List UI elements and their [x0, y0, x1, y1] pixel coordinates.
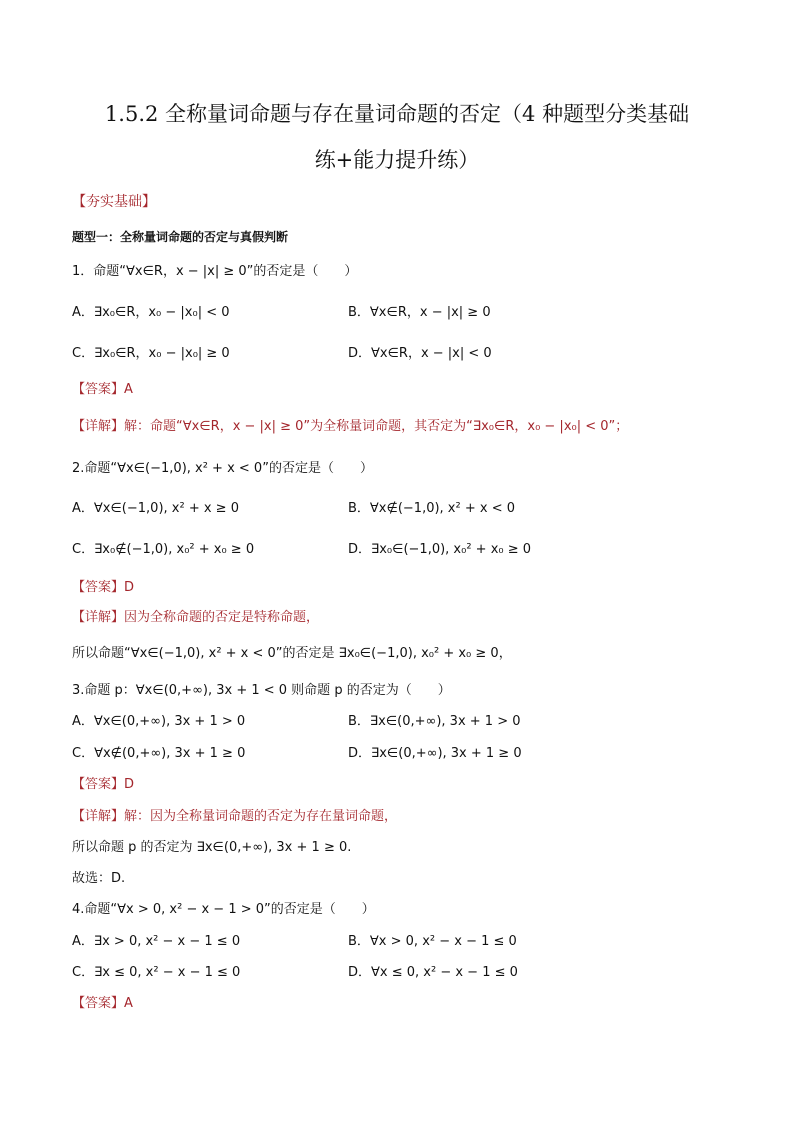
q4-answer — [72, 992, 133, 1011]
detail-text: 因为全称命题的否定是特称命题， — [124, 610, 320, 625]
q1-option-b: B．∀x∈R，x − |x| ≥ 0 — [348, 305, 491, 320]
q3-detail — [72, 805, 397, 824]
detail-text: 解：因为全称量词命题的否定为存在量词命题， — [124, 809, 398, 824]
answer-value: D — [124, 580, 135, 595]
q1-stem: 1．命题“∀x∈R，x − |x| ≥ 0”的否定是（ ） — [72, 264, 358, 279]
answer-value: D — [124, 777, 135, 792]
q3-answer — [72, 773, 134, 792]
title-line-2: 练+能力提升练） — [314, 148, 480, 172]
q2-stem: 2.命题“∀x∈(−1,0), x² + x < 0”的否定是（ ） — [72, 461, 373, 476]
q2-option-c: C．∃x₀∉(−1,0), x₀² + x₀ ≥ 0 — [72, 542, 255, 557]
q1-answer — [72, 378, 133, 397]
q2-detail-2: 所以命题“∀x∈(−1,0), x² + x < 0”的否定是 ∃x₀∈(−1,0), x₀² + x₀ ≥ 0， — [72, 646, 512, 661]
detail-text: 解：命题“∀x∈R，x − |x| ≥ 0”为全称量词命题，其否定为“∃x₀∈R，x₀ − |x₀| < 0”； — [124, 419, 629, 434]
q2-option-a: A．∀x∈(−1,0), x² + x ≥ 0 — [72, 501, 239, 516]
q4-option-c: C．∃x ≤ 0, x² − x − 1 ≤ 0 — [72, 965, 241, 980]
section-heading: 【夯实基础】 — [72, 194, 156, 210]
q4-option-b: B．∀x > 0, x² − x − 1 ≤ 0 — [348, 934, 517, 949]
question-type-heading: 题型一：全称量词命题的否定与真假判断 — [72, 230, 289, 244]
detail-label: 【详解】 — [72, 809, 125, 824]
q2-detail — [72, 606, 319, 625]
q4-option-a: A．∃x > 0, x² − x − 1 ≤ 0 — [72, 934, 241, 949]
q3-detail-3: 故选：D. — [72, 871, 126, 886]
q1-option-a: A．∃x₀∈R，x₀ − |x₀| < 0 — [72, 305, 230, 320]
q1-option-d: D．∀x∈R，x − |x| < 0 — [348, 346, 492, 361]
q1-detail — [72, 415, 628, 434]
answer-value: A — [124, 996, 133, 1011]
q3-option-b: B．∃x∈(0,+∞), 3x + 1 > 0 — [348, 714, 521, 729]
detail-label: 【详解】 — [72, 419, 125, 434]
answer-label: 【答案】 — [72, 996, 125, 1011]
q3-option-a: A．∀x∈(0,+∞), 3x + 1 > 0 — [72, 714, 246, 729]
q2-option-b: B．∀x∉(−1,0), x² + x < 0 — [348, 501, 515, 516]
q4-stem: 4.命题“∀x > 0, x² − x − 1 > 0”的否定是（ ） — [72, 902, 375, 917]
title-line-1: 1.5.2 全称量词命题与存在量词命题的否定（4 种题型分类基础 — [104, 102, 690, 126]
answer-value: A — [124, 382, 133, 397]
q3-option-c: C．∀x∉(0,+∞), 3x + 1 ≥ 0 — [72, 746, 246, 761]
q4-option-d: D．∀x ≤ 0, x² − x − 1 ≤ 0 — [348, 965, 518, 980]
q2-answer — [72, 576, 134, 595]
q2-option-d: D．∃x₀∈(−1,0), x₀² + x₀ ≥ 0 — [348, 542, 532, 557]
answer-label: 【答案】 — [72, 777, 125, 792]
q1-option-c: C．∃x₀∈R，x₀ − |x₀| ≥ 0 — [72, 346, 230, 361]
answer-label: 【答案】 — [72, 580, 125, 595]
q3-detail-2: 所以命题 p 的否定为 ∃x∈(0,+∞), 3x + 1 ≥ 0. — [72, 840, 352, 855]
answer-label: 【答案】 — [72, 382, 125, 397]
detail-label: 【详解】 — [72, 610, 125, 625]
q3-option-d: D．∃x∈(0,+∞), 3x + 1 ≥ 0 — [348, 746, 522, 761]
q3-stem: 3.命题 p：∀x∈(0,+∞), 3x + 1 < 0 则命题 p 的否定为（ ） — [72, 683, 451, 698]
